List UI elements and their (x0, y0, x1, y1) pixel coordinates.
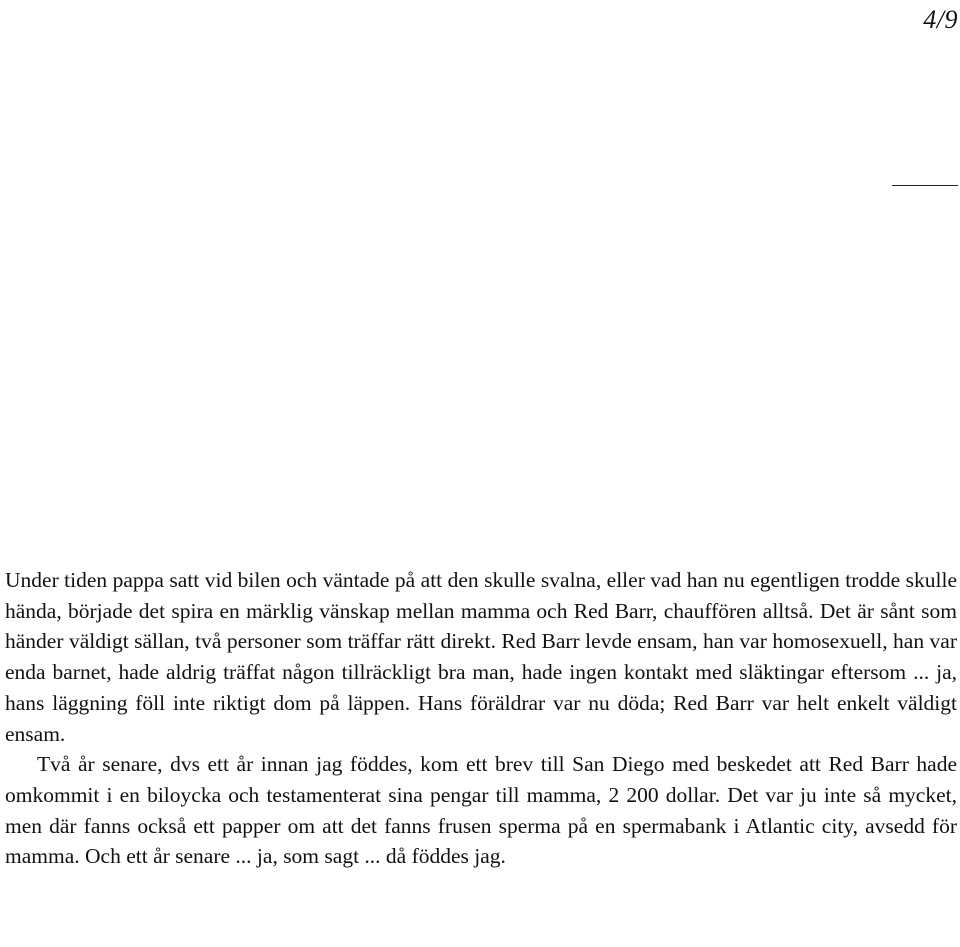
paragraph-1: Under tiden pappa satt vid bilen och väntade på att den skulle svalna, eller vad han nu egentligen trodde skulle hända, började det spira en märklig vänskap mellan mamma och Red Barr, chauffören alltså. Det är sånt som händer väldigt sällan, två personer som träffar rätt direkt. Red Barr levde ensam, han var homosexuell, han var enda barnet, hade aldrig träffat någon tillräckligt bra man, hade ingen kontakt med släktingar eftersom ... ja, hans läggning föll inte riktigt dom på läppen. Hans föräldrar var nu döda; Red Barr var helt enkelt väldigt ensam. (5, 568, 957, 746)
page-number: 4/9 (923, 5, 958, 34)
body-text (5, 565, 957, 872)
header-rule (892, 185, 958, 186)
paragraph-2: Två år senare, dvs ett år innan jag föddes, kom ett brev till San Diego med beskedet att Red Barr hade omkommit i en biloycka och testamenterat sina pengar till mamma, 2 200 dollar. Det var ju inte så mycket, men där fanns också ett papper om att det fanns frusen sperma på en spermabank i Atlantic city, avsedd för mamma. Och ett år senare ... ja, som sagt ... då föddes jag. (5, 752, 957, 869)
